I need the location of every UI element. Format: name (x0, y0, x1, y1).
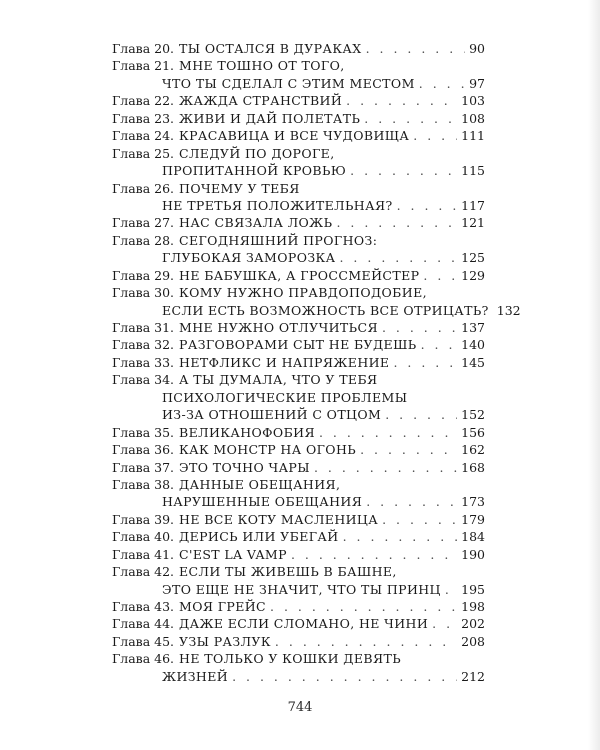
toc-entry-line (112, 319, 485, 336)
toc-entry-line (112, 232, 485, 249)
page-ref: 162 (461, 442, 485, 458)
chapter-title: ЖИЗНЕЙ (162, 668, 229, 684)
toc-entry-line (112, 511, 485, 528)
toc-entry-line (112, 92, 485, 109)
toc-entry (112, 633, 485, 650)
page-ref: 111 (461, 128, 485, 144)
toc-entry-continuation (112, 406, 485, 423)
dot-leader (364, 110, 457, 127)
chapter-title: КОМУ НУЖНО ПРАВДОПОДОБИЕ, (179, 285, 427, 301)
toc-entry-line (112, 267, 485, 284)
toc-label (112, 354, 389, 371)
page-ref: 152 (461, 407, 485, 423)
chapter-number: Глава 38. (112, 476, 175, 492)
page-ref: 184 (461, 529, 485, 545)
chapter-number: Глава 44. (112, 616, 175, 632)
page-ref: 190 (461, 546, 485, 562)
table-of-contents (112, 40, 521, 685)
toc-entry (112, 336, 485, 353)
toc-entry-line (112, 650, 485, 667)
chapter-title: ДАЖЕ ЕСЛИ СЛОМАНО, НЕ ЧИНИ (179, 616, 429, 632)
toc-entry-line (112, 615, 485, 632)
page-ref: 137 (461, 320, 485, 335)
dot-leader (366, 493, 457, 510)
toc-entry (112, 145, 485, 180)
toc-label (112, 371, 378, 388)
toc-label (162, 389, 407, 406)
page-ref: 117 (461, 197, 485, 213)
dot-leader (382, 511, 457, 528)
toc-entry-line (112, 459, 485, 476)
toc-entry (112, 92, 485, 109)
chapter-title: А ТЫ ДУМАЛА, ЧТО У ТЕБЯ (179, 372, 378, 388)
toc-entry-line (112, 371, 485, 388)
toc-entry (112, 180, 485, 215)
page-ref: 140 (461, 337, 485, 353)
chapter-title: ИЗ-ЗА ОТНОШЕНИЙ С ОТЦОМ (162, 407, 382, 423)
page-ref: 168 (461, 459, 485, 475)
chapter-title: ЧТО ТЫ СДЕЛАЛ С ЭТИМ МЕСТОМ (162, 75, 415, 91)
chapter-number: Глава 33. (112, 354, 175, 370)
toc-entry-continuation (112, 302, 521, 319)
dot-leader (275, 633, 457, 650)
page-edge (588, 0, 600, 750)
toc-label (112, 528, 339, 545)
toc-entry (112, 546, 485, 563)
toc-label (112, 214, 332, 231)
page-ref: 195 (461, 581, 485, 597)
toc-label (162, 493, 362, 510)
toc-entry (112, 598, 485, 615)
chapter-number: Глава 28. (112, 232, 175, 248)
toc-label (162, 162, 346, 179)
chapter-number: Глава 41. (112, 546, 175, 562)
toc-entry (112, 459, 485, 476)
chapter-number: Глава 36. (112, 442, 175, 458)
dot-leader (336, 214, 457, 231)
chapter-number: Глава 25. (112, 145, 175, 161)
toc-label (112, 563, 397, 580)
page-ref: 97 (469, 75, 485, 91)
toc-entry-line (112, 546, 485, 563)
page-ref: 132 (496, 302, 521, 318)
toc-entry (112, 650, 485, 685)
dot-leader (393, 354, 457, 371)
chapter-title: УЗЫ РАЗЛУК (179, 633, 271, 649)
toc-label (112, 267, 419, 284)
page-number: 744 (287, 700, 313, 715)
chapter-title: НАС СВЯЗАЛА ЛОЖЬ (179, 215, 333, 231)
toc-entry-line (112, 40, 485, 57)
dot-leader (432, 615, 457, 632)
dot-leader (413, 127, 457, 144)
toc-entry (112, 354, 485, 371)
toc-label (112, 615, 428, 632)
toc-entry (112, 127, 485, 144)
chapter-number: Глава 46. (112, 651, 175, 667)
toc-label (112, 459, 310, 476)
toc-entry-line (112, 563, 485, 580)
toc-label (112, 284, 427, 301)
chapter-title: МОЯ ГРЕЙС (179, 599, 267, 614)
chapter-title: ЭТО ЕЩЕ НЕ ЗНАЧИТ, ЧТО ТЫ ПРИНЦ (162, 581, 441, 597)
chapter-number: Глава 31. (112, 320, 175, 335)
chapter-title: МНЕ ТОШНО ОТ ТОГО, (179, 58, 345, 74)
toc-entry-line (112, 476, 485, 493)
toc-entry-line (112, 180, 485, 197)
toc-label (112, 336, 417, 353)
toc-entry-line (112, 528, 485, 545)
page-ref: 208 (461, 633, 485, 649)
chapter-title: C'EST LA VAMP (179, 546, 287, 562)
toc-entry (112, 511, 485, 528)
chapter-number: Глава 20. (112, 41, 175, 56)
chapter-number: Глава 21. (112, 58, 175, 74)
chapter-title: СЛЕДУЙ ПО ДОРОГЕ, (179, 145, 335, 161)
toc-entry-continuation (112, 249, 485, 266)
chapter-number: Глава 45. (112, 633, 175, 649)
dot-leader (343, 528, 458, 545)
toc-label (162, 668, 228, 685)
toc-entry-line (112, 145, 485, 162)
chapter-number: Глава 29. (112, 267, 175, 283)
toc-entry-line (112, 336, 485, 353)
page-ref: 115 (461, 163, 485, 179)
chapter-title: НЕ БАБУШКА, А ГРОССМЕЙСТЕР (179, 267, 420, 283)
toc-label (112, 633, 271, 650)
dot-leader (366, 40, 466, 57)
toc-label (112, 511, 378, 528)
chapter-title: ЕСЛИ ТЫ ЖИВЕШЬ В БАШНЕ, (179, 564, 397, 580)
page-ref: 173 (461, 494, 485, 510)
toc-entry-line (112, 354, 485, 371)
toc-entry (112, 424, 485, 441)
dot-leader (314, 459, 457, 476)
toc-entry-line (112, 127, 485, 144)
toc-entry-line (112, 598, 485, 615)
toc-entry (112, 528, 485, 545)
dot-leader (397, 197, 458, 214)
toc-entry-continuation (112, 389, 485, 406)
toc-entry-line (112, 110, 485, 127)
chapter-title: МНЕ НУЖНО ОТЛУЧИТЬСЯ (179, 320, 378, 335)
toc-entry (112, 615, 485, 632)
chapter-number: Глава 26. (112, 180, 175, 196)
toc-entry-line (112, 441, 485, 458)
dot-leader (270, 598, 457, 615)
chapter-number: Глава 35. (112, 424, 175, 440)
chapter-title: НЕ ТРЕТЬЯ ПОЛОЖИТЕЛЬНАЯ? (162, 197, 393, 213)
toc-label (112, 92, 342, 109)
chapter-title: ГЛУБОКАЯ ЗАМОРОЗКА (162, 250, 336, 266)
chapter-title: НАРУШЕННЫЕ ОБЕЩАНИЯ (162, 494, 363, 510)
dot-leader (360, 441, 457, 458)
chapter-number: Глава 39. (112, 511, 175, 527)
toc-entry (112, 57, 485, 92)
dot-leader (232, 668, 457, 685)
toc-entry (112, 319, 485, 336)
toc-entry (112, 371, 485, 423)
toc-label (112, 180, 300, 197)
chapter-number: Глава 32. (112, 337, 175, 353)
toc-entry-continuation (112, 581, 485, 598)
toc-label (162, 406, 381, 423)
toc-entry-line (112, 284, 485, 301)
dot-leader (291, 546, 457, 563)
toc-entry-line (112, 57, 485, 74)
toc-label (112, 424, 315, 441)
toc-label (112, 145, 335, 162)
toc-entry-continuation (112, 668, 485, 685)
toc-label (162, 249, 335, 266)
dot-leader (419, 75, 465, 92)
toc-label (112, 546, 287, 563)
chapter-title: НЕТФЛИКС И НАПРЯЖЕНИЕ (179, 354, 390, 370)
page-ref: 125 (461, 250, 485, 266)
toc-label (112, 40, 362, 57)
page-ref: 202 (461, 616, 485, 632)
chapter-number: Глава 27. (112, 215, 175, 231)
page-ref: 108 (461, 110, 485, 126)
page-ref: 90 (469, 41, 485, 56)
toc-label (112, 476, 340, 493)
dot-leader (445, 581, 457, 598)
chapter-title: ЕСЛИ ЕСТЬ ВОЗМОЖНОСТЬ ВСЕ ОТРИЦАТЬ? (162, 302, 489, 318)
toc-label (112, 232, 377, 249)
chapter-number: Глава 37. (112, 459, 175, 475)
toc-entry (112, 110, 485, 127)
page-ref: 121 (461, 215, 485, 231)
toc-label (112, 441, 356, 458)
chapter-title: СЕГОДНЯШНИЙ ПРОГНОЗ: (179, 232, 378, 248)
dot-leader (385, 406, 457, 423)
chapter-number: Глава 40. (112, 529, 175, 545)
chapter-title: ДАННЫЕ ОБЕЩАНИЯ, (179, 476, 341, 492)
toc-label (112, 598, 266, 615)
toc-entry (112, 563, 485, 598)
page-ref: 179 (461, 511, 485, 527)
toc-entry (112, 214, 485, 231)
chapter-title: ПСИХОЛОГИЧЕСКИЕ ПРОБЛЕМЫ (162, 389, 408, 405)
toc-label (162, 197, 393, 214)
dot-leader (319, 424, 457, 441)
dot-leader (339, 249, 457, 266)
chapter-number: Глава 24. (112, 128, 175, 144)
page-ref: 212 (461, 668, 485, 684)
toc-entry-line (112, 424, 485, 441)
dot-leader (346, 92, 457, 109)
page-ref: 103 (461, 93, 485, 109)
dot-leader (421, 336, 458, 353)
toc-entry (112, 40, 485, 57)
toc-label (112, 650, 401, 667)
dot-leader (350, 162, 457, 179)
chapter-title: ВЕЛИКАНОФОБИЯ (179, 424, 315, 440)
chapter-title: КАК МОНСТР НА ОГОНЬ (179, 442, 357, 458)
toc-entry (112, 284, 521, 319)
page-ref: 156 (461, 424, 485, 440)
chapter-title: ПОЧЕМУ У ТЕБЯ (179, 180, 300, 196)
toc-entry (112, 476, 485, 511)
toc-entry-continuation (112, 75, 485, 92)
chapter-title: ПРОПИТАННОЙ КРОВЬЮ (162, 163, 347, 179)
toc-entry (112, 267, 485, 284)
chapter-title: ЭТО ТОЧНО ЧАРЫ (179, 459, 310, 475)
chapter-number: Глава 34. (112, 372, 175, 388)
dot-leader (382, 319, 457, 336)
page-ref: 145 (461, 354, 485, 370)
toc-entry (112, 441, 485, 458)
chapter-title: НЕ ВСЕ КОТУ МАСЛЕНИЦА (179, 511, 379, 527)
toc-label (112, 57, 345, 74)
chapter-title: РАЗГОВОРАМИ СЫТ НЕ БУДЕШЬ (179, 337, 417, 353)
toc-label (162, 581, 441, 598)
chapter-number: Глава 43. (112, 599, 175, 614)
chapter-title: ЖАЖДА СТРАНСТВИЙ (179, 93, 343, 109)
chapter-number: Глава 23. (112, 110, 175, 126)
toc-label (162, 75, 415, 92)
chapter-number: Глава 22. (112, 93, 175, 109)
chapter-title: КРАСАВИЦА И ВСЕ ЧУДОВИЩА (179, 128, 410, 144)
page-ref: 129 (461, 267, 485, 283)
toc-label (112, 127, 409, 144)
toc-entry-line (112, 214, 485, 231)
toc-entry (112, 232, 485, 267)
toc-entry-continuation (112, 493, 485, 510)
toc-label (112, 319, 378, 336)
chapter-number: Глава 30. (112, 285, 175, 301)
chapter-title: ЖИВИ И ДАЙ ПОЛЕТАТЬ (179, 110, 361, 126)
toc-entry-continuation (112, 162, 485, 179)
chapter-title: НЕ ТОЛЬКО У КОШКИ ДЕВЯТЬ (179, 651, 402, 667)
chapter-title: ТЫ ОСТАЛСЯ В ДУРАКАХ (179, 41, 362, 56)
toc-entry-line (112, 633, 485, 650)
page-ref: 198 (461, 599, 485, 614)
toc-entry-continuation (112, 197, 485, 214)
chapter-title: ДЕРИСЬ ИЛИ УБЕГАЙ (179, 529, 339, 545)
chapter-number: Глава 42. (112, 564, 175, 580)
toc-label (112, 110, 360, 127)
dot-leader (423, 267, 457, 284)
toc-label (162, 302, 489, 319)
